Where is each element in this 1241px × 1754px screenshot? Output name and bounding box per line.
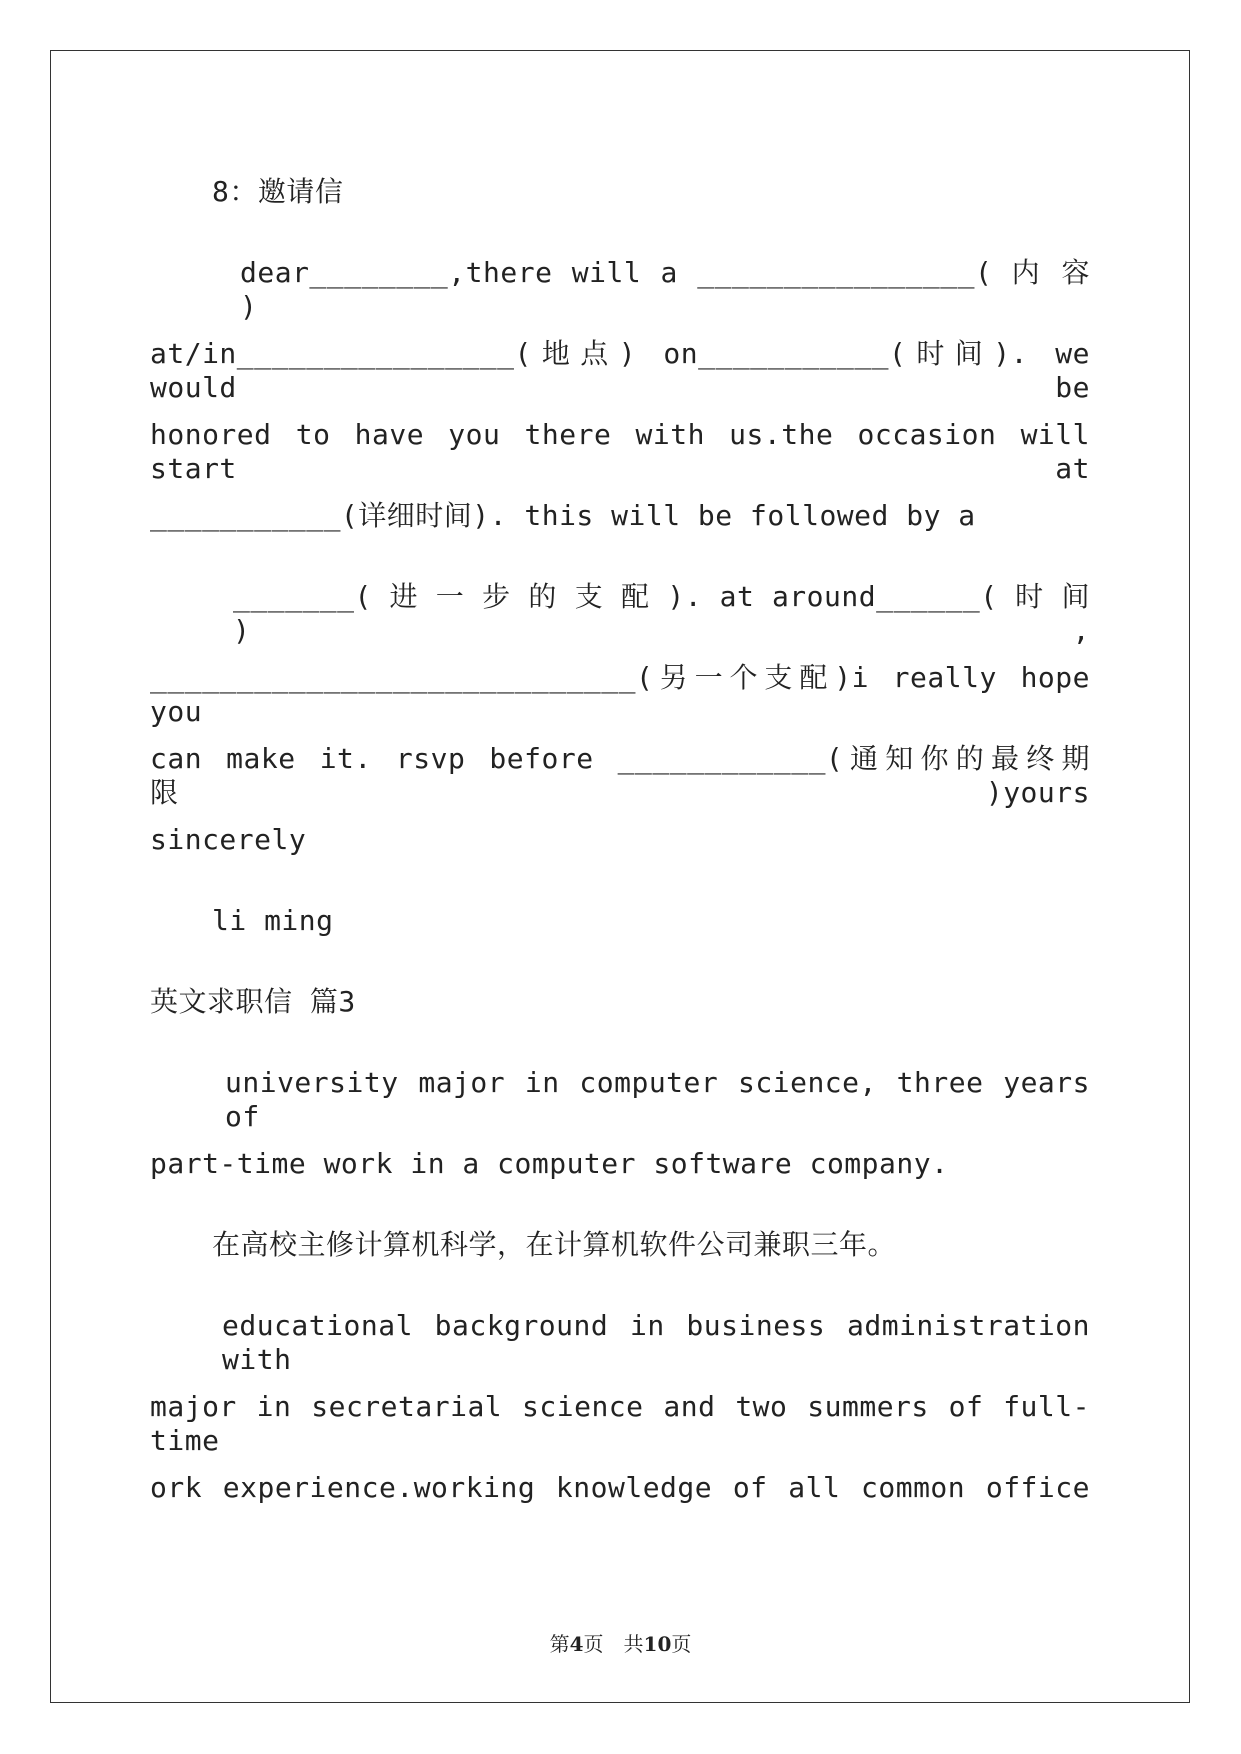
paragraph-line: can make it. rsvp before ____________(通知你的最终期限)yours: [150, 742, 1090, 809]
paragraph-line-translation: 在高校主修计算机科学，在计算机软件公司兼职三年。: [212, 1228, 897, 1261]
footer-mid: 页 共: [583, 1632, 644, 1656]
paragraph-line: dear________,there will a ________________( 内 容 ): [240, 256, 1090, 323]
footer-suffix: 页: [671, 1632, 692, 1656]
paragraph-line: ork experience.working knowledge of all common office: [150, 1471, 1090, 1504]
paragraph-line: sincerely: [150, 823, 307, 856]
total-page-number: 10: [643, 1632, 672, 1656]
section-heading-cover-letter-3: 英文求职信 篇3: [150, 985, 356, 1018]
footer-prefix: 第: [549, 1632, 570, 1656]
paragraph-line: ____________________________(另一个支配)i really hope you: [150, 661, 1090, 728]
paragraph-line: part-time work in a computer software company.: [150, 1147, 949, 1180]
paragraph-line: ___________(详细时间). this will be followed by a: [150, 499, 976, 532]
paragraph-line: honored to have you there with us.the occasion will start at: [150, 418, 1090, 485]
paragraph-line: major in secretarial science and two summers of full-time: [150, 1390, 1090, 1457]
paragraph-line: educational background in business administration with: [222, 1309, 1090, 1376]
page-footer: [0, 1628, 1241, 1657]
paragraph-line: _______( 进 一 步 的 支 配 ). at around______( 时 间 ) ,: [233, 580, 1090, 647]
paragraph-line: at/in________________(地点) on___________(时间). we would be: [150, 337, 1090, 404]
section-heading-invitation: 8：邀请信: [212, 175, 344, 208]
paragraph-line: university major in computer science, three years of: [225, 1066, 1090, 1133]
current-page-number: 4: [569, 1632, 584, 1656]
signature-name: li ming: [212, 904, 334, 937]
